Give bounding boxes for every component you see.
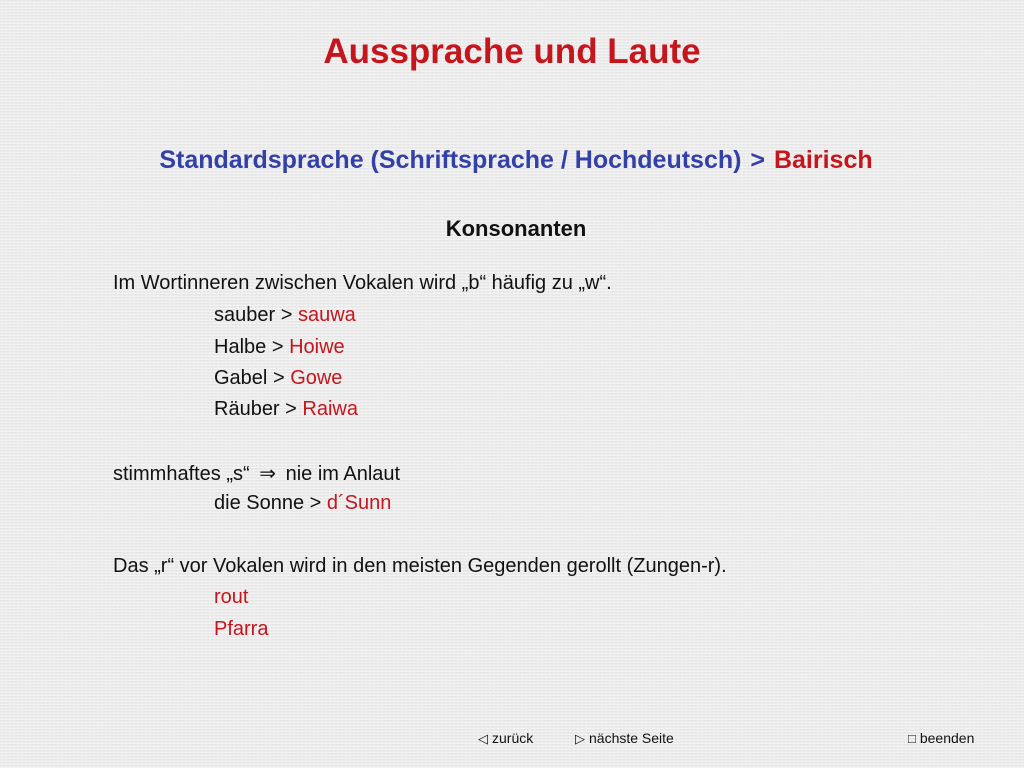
subtitle-dialect: Bairisch: [773, 146, 873, 174]
example-dialect-only: rout: [214, 586, 249, 608]
next-triangle-icon: ▷: [575, 731, 585, 746]
implies-icon: ⇒: [259, 463, 277, 485]
next-page-button[interactable]: [575, 730, 674, 747]
example-standard: Halbe: [214, 336, 267, 358]
example-row: [214, 398, 358, 421]
subtitle-standard-language: Standardsprache (Schriftsprache / Hochdeutsch): [159, 146, 742, 174]
rule-1-text: Im Wortinneren zwischen Vokalen wird „b“ häufig zu „w“.: [113, 272, 612, 294]
example-standard: Räuber: [214, 398, 280, 420]
example-row: [214, 336, 345, 359]
example-dialect: Hoiwe: [289, 336, 345, 358]
example-row: [214, 304, 356, 327]
example-row: [214, 492, 391, 515]
back-triangle-icon: ◁: [478, 731, 488, 746]
back-label: zurück: [492, 730, 534, 746]
rule-3-text: Das „r“ vor Vokalen wird in den meisten Gegenden gerollt (Zungen-r).: [113, 555, 727, 577]
quit-square-icon: □: [908, 731, 916, 746]
example-row: [214, 367, 342, 390]
quit-label: beenden: [919, 730, 975, 746]
slide-title: Aussprache und Laute: [323, 32, 701, 71]
example-standard: sauber: [214, 304, 276, 326]
quit-button[interactable]: [908, 730, 974, 746]
example-dialect: sauwa: [297, 304, 356, 326]
example-dialect-only: Pfarra: [214, 618, 269, 640]
rule-2-text-after: nie im Anlaut: [285, 463, 401, 485]
section-heading: Konsonanten: [445, 216, 587, 241]
example-dialect: Gowe: [290, 367, 343, 389]
rule-2-text-before: stimmhaftes „s“: [113, 463, 250, 485]
example-arrow: >: [272, 367, 285, 389]
example-dialect: d´Sunn: [326, 492, 392, 514]
example-standard: Gabel: [214, 367, 268, 389]
example-arrow: >: [285, 398, 297, 420]
rule-2-text: [113, 461, 400, 486]
subtitle-arrow: >: [750, 146, 766, 174]
example-dialect: Raiwa: [302, 398, 358, 420]
example-arrow: >: [280, 304, 293, 326]
example-standard: die Sonne: [214, 492, 305, 514]
back-button[interactable]: [478, 730, 533, 747]
example-arrow: >: [309, 492, 322, 514]
example-arrow: >: [271, 336, 284, 358]
slide-subtitle: [0, 146, 1024, 175]
next-label: nächste Seite: [589, 730, 674, 746]
